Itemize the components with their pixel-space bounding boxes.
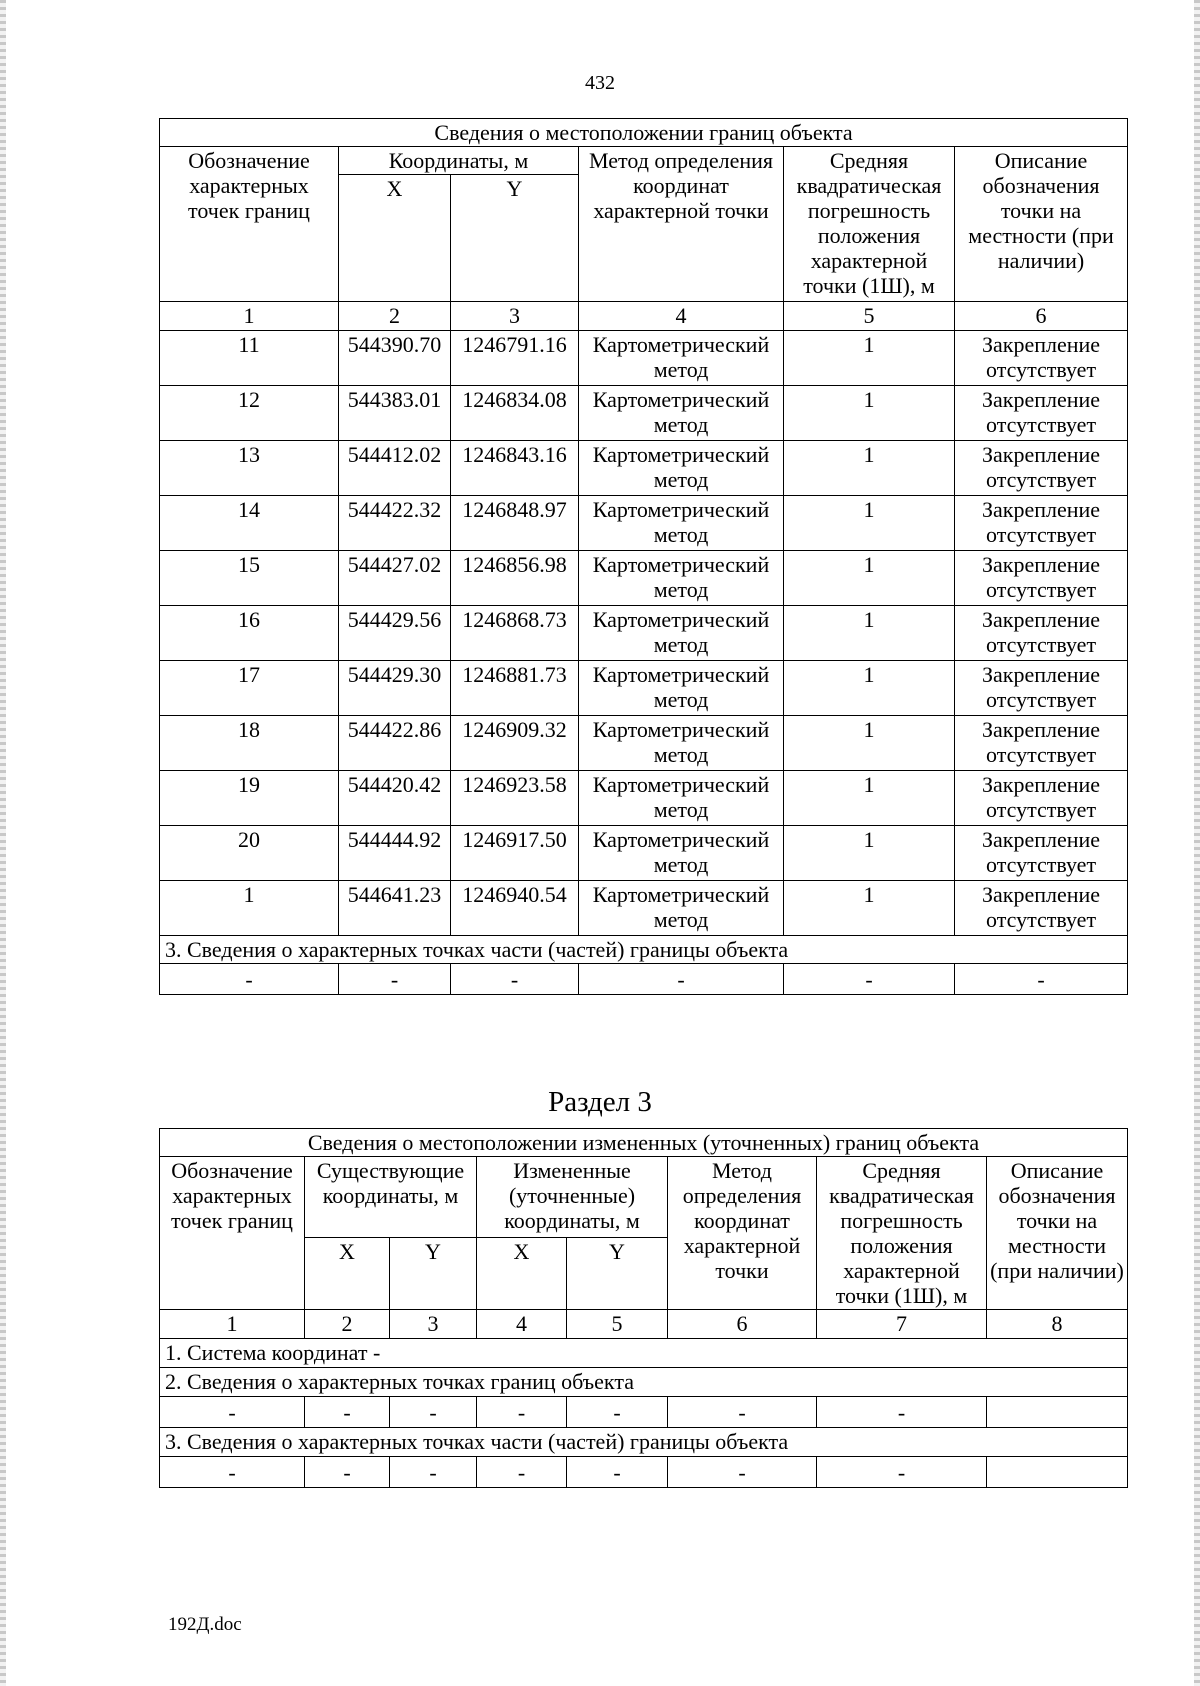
table-row [160,771,1128,826]
point-description: Закрепление отсутствует [955,386,1128,441]
coordinate-y: 1246940.54 [451,881,579,936]
boundary-parts-label: 3. Сведения о характерных точках части (частей) границы объекта [160,1428,1128,1457]
header-error: Средняя квадратическая погрешность положения характерной точки (1Ш), м [817,1157,987,1310]
column-number: 2 [305,1310,390,1339]
method: Картометрический метод [579,386,784,441]
method: Картометрический метод [579,826,784,881]
coordinate-x: 544427.02 [339,551,451,606]
empty-cell: - [390,1397,477,1428]
empty-cell: - [477,1457,567,1488]
table-row [160,716,1128,771]
point-number: 11 [160,331,339,386]
coordinate-x: 544422.86 [339,716,451,771]
coordinate-x: 544412.02 [339,441,451,496]
error-value: 1 [784,716,955,771]
column-number: 3 [390,1310,477,1339]
method: Картометрический метод [579,441,784,496]
point-description: Закрепление отсутствует [955,331,1128,386]
empty-cell: - [668,1397,817,1428]
point-description: Закрепление отсутствует [955,881,1128,936]
coordinate-x: 544390.70 [339,331,451,386]
coordinate-x: 544429.56 [339,606,451,661]
coordinate-y: 1246843.16 [451,441,579,496]
error-value: 1 [784,606,955,661]
header-coords: Координаты, м [339,147,579,175]
table-row [160,661,1128,716]
header-point: Обозначение характерных точек границ [160,147,339,302]
coordinate-x: 544641.23 [339,881,451,936]
empty-cell: - [390,1457,477,1488]
coordinate-y: 1246868.73 [451,606,579,661]
coordinate-y: 1246856.98 [451,551,579,606]
point-description: Закрепление отсутствует [955,441,1128,496]
table-row [160,496,1128,551]
empty-cell: - [784,964,955,995]
method: Картометрический метод [579,771,784,826]
empty-cell: - [567,1397,668,1428]
column-number: 4 [477,1310,567,1339]
point-number: 17 [160,661,339,716]
document-filename: 192Д.doc [168,1614,242,1635]
empty-cell: - [477,1397,567,1428]
header-existing-coords: Существующие координаты, м [305,1157,477,1238]
coordinate-x: 544422.32 [339,496,451,551]
boundary-points-table [159,118,1128,995]
column-number: 5 [784,302,955,331]
column-number: 8 [987,1310,1128,1339]
coordinate-x: 544429.30 [339,661,451,716]
header-method: Метод определения координат характерной точки [579,147,784,302]
empty-cell [987,1457,1128,1488]
table-row [160,606,1128,661]
coordinate-y: 1246909.32 [451,716,579,771]
section-title: Раздел 3 [548,1086,652,1118]
empty-cell: - [817,1457,987,1488]
header-existing-y: Y [390,1238,477,1310]
table-row [160,386,1128,441]
point-number: 18 [160,716,339,771]
empty-cell: - [817,1397,987,1428]
page-number: 432 [585,72,615,94]
empty-cell: - [451,964,579,995]
table-row [160,881,1128,936]
boundary-points-label: 2. Сведения о характерных точках границ объекта [160,1368,1128,1397]
column-number: 1 [160,302,339,331]
empty-cell: - [339,964,451,995]
error-value: 1 [784,441,955,496]
coordinate-y: 1246881.73 [451,661,579,716]
empty-cell: - [305,1457,390,1488]
method: Картометрический метод [579,716,784,771]
column-number: 7 [817,1310,987,1339]
coordinate-x: 544420.42 [339,771,451,826]
point-number: 1 [160,881,339,936]
table-title: Сведения о местоположении измененных (уточненных) границ объекта [160,1129,1128,1157]
column-number: 6 [668,1310,817,1339]
error-value: 1 [784,386,955,441]
point-number: 15 [160,551,339,606]
coordinate-y: 1246834.08 [451,386,579,441]
coordinate-x: 544383.01 [339,386,451,441]
method: Картометрический метод [579,551,784,606]
header-x: X [339,175,451,302]
error-value: 1 [784,551,955,606]
point-number: 16 [160,606,339,661]
point-description: Закрепление отсутствует [955,661,1128,716]
error-value: 1 [784,771,955,826]
table-row [160,331,1128,386]
header-existing-x: X [305,1238,390,1310]
header-method: Метод определения координат характерной точки [668,1157,817,1310]
point-description: Закрепление отсутствует [955,496,1128,551]
coordinate-system-label: 1. Система координат - [160,1339,1128,1368]
boundary-parts-label: 3. Сведения о характерных точках части (частей) границы объекта [160,936,1128,964]
header-changed-coords: Измененные (уточненные) координаты, м [477,1157,668,1238]
header-description: Описание обозначения точки на местности (при наличии) [955,147,1128,302]
point-description: Закрепление отсутствует [955,771,1128,826]
column-number: 6 [955,302,1128,331]
error-value: 1 [784,496,955,551]
header-changed-y: Y [567,1238,668,1310]
point-number: 20 [160,826,339,881]
coordinate-y: 1246923.58 [451,771,579,826]
error-value: 1 [784,881,955,936]
empty-cell: - [160,1457,305,1488]
error-value: 1 [784,331,955,386]
empty-cell: - [579,964,784,995]
empty-cell: - [567,1457,668,1488]
error-value: 1 [784,661,955,716]
method: Картометрический метод [579,331,784,386]
column-number: 5 [567,1310,668,1339]
header-y: Y [451,175,579,302]
coordinate-y: 1246791.16 [451,331,579,386]
method: Картометрический метод [579,661,784,716]
method: Картометрический метод [579,496,784,551]
coordinate-y: 1246848.97 [451,496,579,551]
point-number: 14 [160,496,339,551]
header-point: Обозначение характерных точек границ [160,1157,305,1310]
method: Картометрический метод [579,881,784,936]
column-number: 1 [160,1310,305,1339]
column-number: 3 [451,302,579,331]
point-number: 19 [160,771,339,826]
empty-cell: - [160,964,339,995]
header-changed-x: X [477,1238,567,1310]
point-description: Закрепление отсутствует [955,551,1128,606]
point-description: Закрепление отсутствует [955,826,1128,881]
table-title: Сведения о местоположении границ объекта [160,119,1128,147]
empty-cell: - [955,964,1128,995]
header-error: Средняя квадратическая погрешность положения характерной точки (1Ш), м [784,147,955,302]
empty-cell: - [160,1397,305,1428]
empty-cell: - [668,1457,817,1488]
changed-boundaries-table [159,1128,1128,1488]
method: Картометрический метод [579,606,784,661]
header-description: Описание обозначения точки на местности (при наличии) [987,1157,1128,1310]
point-description: Закрепление отсутствует [955,716,1128,771]
scan-edge-right [1194,0,1200,1686]
empty-cell [987,1397,1128,1428]
table-row [160,551,1128,606]
table-row [160,826,1128,881]
scan-edge-left [0,0,6,1686]
point-number: 12 [160,386,339,441]
coordinate-x: 544444.92 [339,826,451,881]
point-number: 13 [160,441,339,496]
error-value: 1 [784,826,955,881]
column-number: 4 [579,302,784,331]
empty-cell: - [305,1397,390,1428]
column-number: 2 [339,302,451,331]
coordinate-y: 1246917.50 [451,826,579,881]
point-description: Закрепление отсутствует [955,606,1128,661]
table-row [160,441,1128,496]
